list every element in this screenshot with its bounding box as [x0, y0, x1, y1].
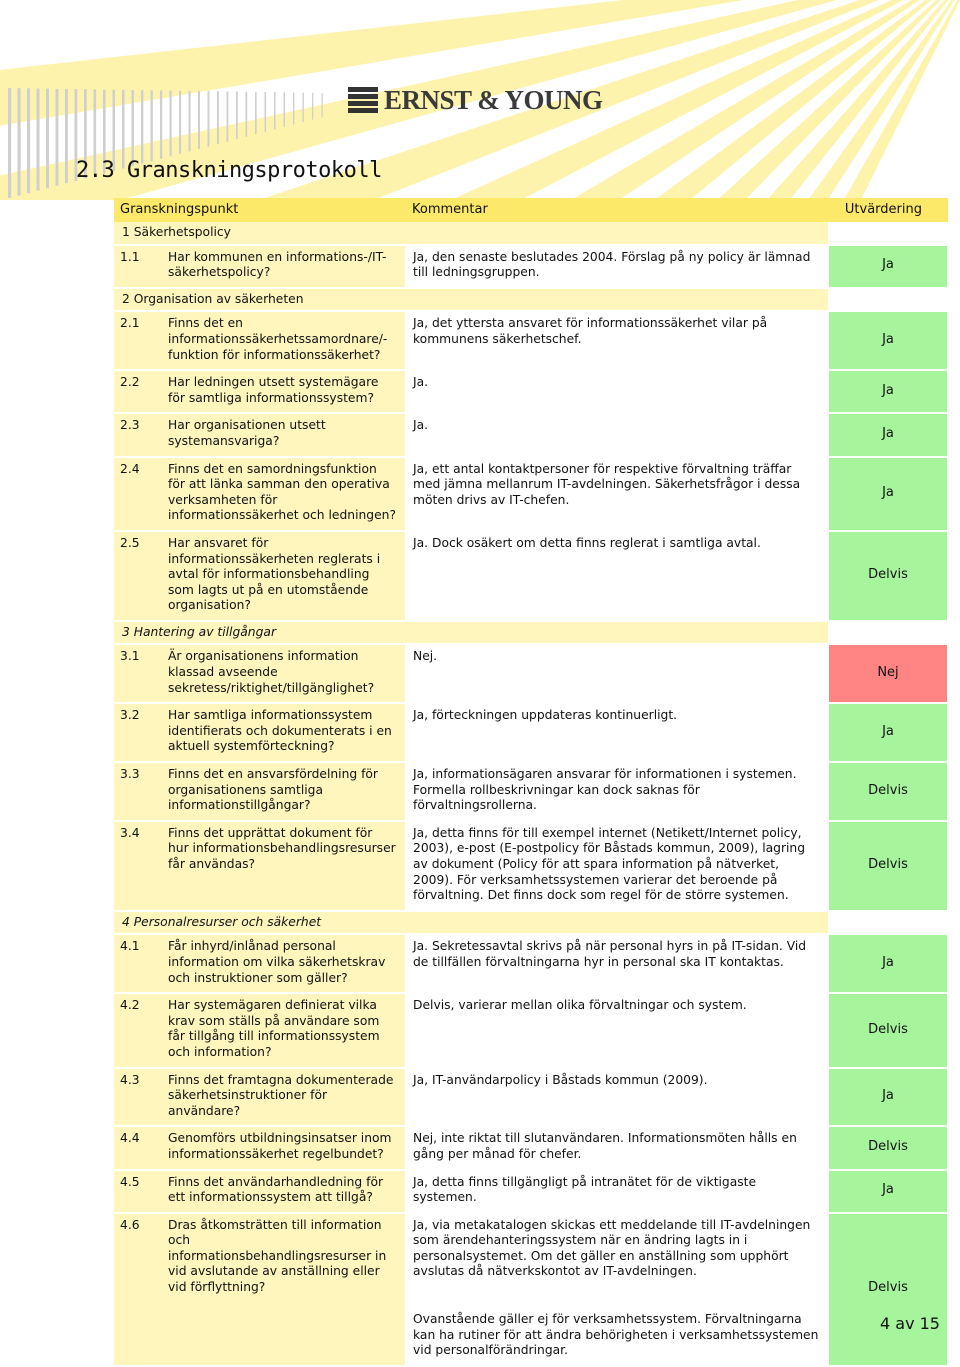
question-text: Har samtliga informationssystem identifierats och dokumenterats i en aktuell systemförteckning? [168, 708, 392, 754]
section-heading: 2.3 Granskningsprotokoll [76, 158, 382, 183]
question-text: Finns det en ansvarsfördelning för organisationens samtliga informationstillgångar? [168, 767, 378, 813]
evaluation-badge: Delvis [828, 993, 948, 1067]
comment-cell [406, 1213, 828, 1366]
section-title: 1 Säkerhetspolicy [114, 222, 828, 245]
question-text: Finns det en samordningsfunktion för att länka samman den operativa verksamheten för informationssäkerhet och ledningen? [168, 461, 396, 523]
grey-stripe [122, 90, 124, 169]
question-cell [114, 762, 406, 821]
question-cell [114, 821, 406, 911]
evaluation-badge: Ja [828, 370, 948, 413]
question-cell [114, 311, 406, 370]
grey-stripe [198, 91, 200, 149]
comment-text: Ja, ett antal kontaktpersoner för respektive förvaltning träffar med jämna mellanrum IT-avdelningen. Säkerhetsfrågor i dessa möten drivs av IT-chefen. [413, 461, 801, 507]
table-row [114, 531, 948, 621]
question-number: 3.3 [120, 767, 140, 782]
question-number: 3.1 [120, 649, 140, 664]
logo-text: ERNST & YOUNG [384, 84, 603, 115]
question-cell [114, 531, 406, 621]
question-cell [114, 245, 406, 288]
grey-stripe [293, 93, 294, 125]
section-spacer [828, 288, 948, 312]
evaluation-badge: Ja [828, 1170, 948, 1213]
table-header-row [114, 198, 948, 222]
section-spacer [828, 621, 948, 645]
evaluation-badge: Nej [828, 644, 948, 703]
grey-stripe [227, 92, 229, 142]
evaluation-badge: Delvis [828, 821, 948, 911]
grey-stripe [46, 89, 49, 189]
grey-stripe [274, 92, 276, 129]
grey-stripe [65, 89, 68, 183]
grey-stripe [265, 92, 267, 132]
grey-stripe [179, 91, 181, 154]
page-number: 4 av 15 [880, 1314, 940, 1333]
grey-stripe [322, 93, 323, 117]
grey-stripe [37, 89, 40, 191]
question-number: 1.1 [120, 249, 140, 264]
question-text: Har organisationen utsett systemansvariga? [168, 418, 326, 448]
logo-mark-icon [348, 87, 378, 113]
grey-stripe [151, 90, 153, 161]
header-point: Granskningspunkt [114, 198, 406, 222]
table-row [114, 644, 948, 703]
comment-cell [406, 934, 828, 993]
section-row [114, 288, 948, 312]
section-title: 3 Hantering av tillgångar [114, 621, 828, 645]
table-row [114, 934, 948, 993]
grey-stripe [8, 88, 11, 198]
question-cell [114, 644, 406, 703]
question-number: 4.5 [120, 1174, 140, 1189]
section-spacer [828, 222, 948, 245]
comment-text: Ja, informationsägaren ansvarar för informationen i systemen. Formella rollbeskrivningar kan dock saknas för förvaltningsrollerna. [413, 767, 797, 813]
evaluation-badge: Delvis [828, 762, 948, 821]
question-number: 4.3 [120, 1072, 140, 1087]
section-row [114, 911, 948, 935]
comment-cell [406, 703, 828, 762]
comment-note: Ovanstående gäller ej för verksamhetssystem. Förvaltningarna kan ha rutiner för att ändra behörigheten i verksamhetssystemen vid personalförändringar. [413, 1312, 819, 1358]
question-number: 4.1 [120, 939, 140, 954]
question-number: 4.6 [120, 1217, 140, 1232]
comment-text: Nej. [413, 649, 438, 664]
table-row [114, 1126, 948, 1169]
table-row [114, 1213, 948, 1366]
grey-stripe [170, 91, 172, 157]
comment-text: Ja, via metakatalogen skickas ett meddelande till IT-avdelningen som ärendehanteringssystem när en ändring lagts in i personalsystemet. Om det gäller en anställning som upphört avslutas då nätverkskontot av IT-avdelningen. [413, 1217, 811, 1279]
comment-cell [406, 311, 828, 370]
question-number: 3.4 [120, 825, 140, 840]
table-row [114, 245, 948, 288]
question-text: Finns det upprättat dokument för hur informationsbehandlingsresurser får användas? [168, 825, 396, 871]
section-title: 4 Personalresurser och säkerhet [114, 911, 828, 935]
ernst-young-logo [348, 84, 603, 116]
comment-text: Ja. [413, 418, 429, 433]
grey-stripe [18, 88, 21, 195]
comment-cell [406, 413, 828, 456]
grey-stripe [303, 93, 304, 122]
grey-stripe [255, 92, 257, 134]
comment-cell [406, 993, 828, 1067]
grey-stripe [189, 91, 191, 152]
comment-text: Ja. Dock osäkert om detta finns reglerat i samtliga avtal. [413, 535, 761, 550]
comment-cell [406, 1068, 828, 1127]
comment-cell [406, 531, 828, 621]
evaluation-badge: Delvis [828, 1213, 948, 1366]
question-text: Finns det användarhandledning för ett informationssystem att tillgå? [168, 1174, 384, 1205]
table-row [114, 821, 948, 911]
question-text: Har kommunen en informations-/IT-säkerhetspolicy? [168, 249, 387, 280]
table-row [114, 1170, 948, 1213]
comment-text: Ja. Sekretessavtal skrivs på när personal hyrs in på IT-sidan. Vid de tillfällen förvaltningarna hyr in personal ska IT kontaktas. [413, 939, 807, 969]
evaluation-badge: Ja [828, 703, 948, 762]
table-row [114, 311, 948, 370]
grey-stripe [312, 93, 313, 120]
grey-stripe [217, 91, 219, 144]
question-number: 2.1 [120, 316, 140, 331]
comment-text: Ja, den senaste beslutades 2004. Förslag på ny policy är lämnad till ledningsgruppen. [413, 249, 811, 280]
question-text: Finns det en informationssäkerhetssamordnare/-funktion för informationssäkerhet? [168, 316, 388, 362]
question-text: Har ledningen utsett systemägare för samtliga informationssystem? [168, 375, 379, 405]
question-number: 3.2 [120, 708, 140, 723]
header-comment: Kommentar [406, 198, 828, 222]
section-spacer [828, 911, 948, 935]
comment-text: Delvis, varierar mellan olika förvaltningar och system. [413, 998, 747, 1013]
evaluation-badge: Ja [828, 245, 948, 288]
grey-stripe [284, 92, 285, 127]
question-text: Får inhyrd/inlånad personal information om vilka säkerhetskrav och instruktioner som gäller? [168, 939, 386, 985]
evaluation-badge: Delvis [828, 531, 948, 621]
comment-text: Ja, det yttersta ansvaret för informationssäkerhet vilar på kommunens säkerhetschef. [413, 316, 768, 346]
question-cell [114, 1068, 406, 1127]
question-text: Genomförs utbildningsinsatser inom informationssäkerhet regelbundet? [168, 1131, 392, 1161]
comment-cell [406, 1126, 828, 1169]
comment-text: Ja, IT-användarpolicy i Båstads kommun (2009). [413, 1072, 708, 1087]
table-row [114, 370, 948, 413]
table-row [114, 457, 948, 531]
comment-text: Ja, detta finns för till exempel internet (Netikett/Internet policy, 2003), e-post (E-postpolicy för Båstads kommun, 2009), lagring av dokument (Policy för att spara information på nätverket, 2009). För verksamhetssystemen varierar det beroende på förvaltning. Det finns dock som regel för de större systemen. [413, 825, 806, 903]
comment-cell [406, 1170, 828, 1213]
question-text: Finns det framtagna dokumenterade säkerhetsinstruktioner för användare? [168, 1072, 394, 1118]
question-number: 2.5 [120, 535, 140, 550]
table-row [114, 1068, 948, 1127]
table-row [114, 703, 948, 762]
comment-cell [406, 821, 828, 911]
question-cell [114, 457, 406, 531]
section-title: 2 Organisation av säkerheten [114, 288, 828, 312]
comment-text: Ja, förteckningen uppdateras kontinuerligt. [413, 708, 678, 723]
comment-cell [406, 457, 828, 531]
question-cell [114, 370, 406, 413]
comment-cell [406, 245, 828, 288]
grey-stripe [160, 90, 162, 158]
evaluation-badge: Ja [828, 934, 948, 993]
audit-protocol-table [114, 198, 949, 1367]
evaluation-badge: Ja [828, 311, 948, 370]
evaluation-badge: Ja [828, 1068, 948, 1127]
comment-text: Ja, detta finns tillgängligt på intranätet för de viktigaste systemen. [413, 1174, 757, 1205]
question-number: 4.2 [120, 998, 140, 1013]
grey-stripe [141, 90, 143, 164]
question-cell [114, 1213, 406, 1366]
question-number: 2.2 [120, 375, 140, 390]
evaluation-badge: Ja [828, 457, 948, 531]
question-text: Har ansvaret för informationssäkerheten reglerats i avtal för informationsbehandling som lagts ut på en utomstående organisation? [168, 535, 381, 613]
question-text: Dras åtkomsträtten till information och informationsbehandlingsresurser in vid avslutande av anställning eller vid förflyttning? [168, 1217, 387, 1295]
question-number: 2.3 [120, 418, 140, 433]
grey-stripe [246, 92, 248, 137]
question-cell [114, 1170, 406, 1213]
grey-stripe [132, 90, 134, 166]
comment-cell [406, 370, 828, 413]
question-cell [114, 1126, 406, 1169]
table-row [114, 762, 948, 821]
evaluation-badge: Delvis [828, 1126, 948, 1169]
grey-stripe [208, 91, 210, 146]
evaluation-badge: Ja [828, 413, 948, 456]
section-row [114, 621, 948, 645]
question-cell [114, 413, 406, 456]
question-text: Har systemägaren definierat vilka krav som ställs på användare som får tillgång till informationssystem och information? [168, 998, 380, 1059]
grey-stripe [236, 92, 238, 140]
grey-stripe [56, 89, 59, 186]
comment-cell [406, 644, 828, 703]
table-row [114, 993, 948, 1067]
question-text: Är organisationens information klassad avseende sekretess/riktighet/tillgänglighet? [168, 649, 375, 695]
section-row [114, 222, 948, 245]
table-row [114, 413, 948, 456]
grey-stripe [27, 88, 30, 193]
comment-text: Nej, inte riktat till slutanvändaren. Informationsmöten hålls en gång per månad för chefer. [413, 1131, 797, 1161]
comment-text: Ja. [413, 375, 429, 390]
question-number: 4.4 [120, 1131, 140, 1146]
question-number: 2.4 [120, 461, 140, 476]
comment-cell [406, 762, 828, 821]
question-cell [114, 934, 406, 993]
question-cell [114, 703, 406, 762]
question-cell [114, 993, 406, 1067]
header-evaluation: Utvärdering [828, 198, 948, 222]
